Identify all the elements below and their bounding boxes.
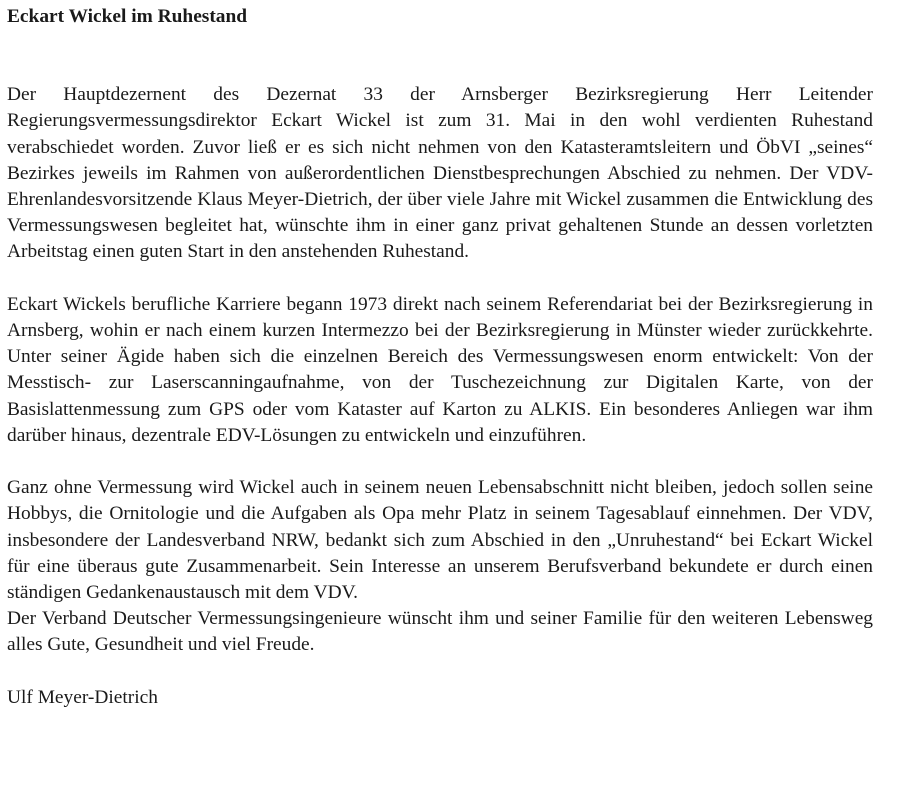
author-signature: Ulf Meyer-Dietrich <box>7 686 158 708</box>
paragraph-hobbies: Ganz ohne Vermessung wird Wickel auch in seinem neuen Lebensabschnitt nicht bleiben, jedoch sollen seine Hobbys, die Ornitologie und die Aufgaben als Opa mehr Platz in seinem Tagesablauf einnehmen. Der VDV, insbesondere der Landesverband NRW, bedankt sich zum Abschied in den „Unruhestand“ bei Eckart Wickel für eine überaus gute Zusammenarbeit. Sein Interesse an unserem Berufsverband bekundete er durch einen ständigen Gedankenaustausch mit dem VDV. <box>7 477 873 604</box>
paragraph-farewell: Der Hauptdezernent des Dezernat 33 der Arnsberger Bezirksregierung Herr Leitender Regierungsvermessungsdirektor Eckart Wickel ist zum 31. Mai in den wohl verdienten Ruhestand verabschiedet worden. Zuvor ließ er es sich nicht nehmen von den Katasteramtsleitern und ÖbVI „seines“ Bezirkes jeweils im Rahmen von außerordentlichen Dienstbesprechungen Abschied zu nehmen. Der VDV-Ehrenlandesvorsitzende Klaus Meyer-Dietrich, der über viele Jahre mit Wickel zusammen die Entwicklung des Vermessungswesen begleitet hat, wünschte ihm in einer ganz privat gehaltenen Stunde an dessen vorletzten Arbeitstag einen guten Start in den anstehenden Ruhestand. <box>7 84 873 263</box>
paragraph-wishes: Der Verband Deutscher Vermessungsingenieure wünscht ihm und seiner Familie für den weiteren Lebensweg alles Gute, Gesundheit und viel Freude. <box>7 608 873 656</box>
article-title: Eckart Wickel im Ruhestand <box>7 6 248 27</box>
document-page <box>7 4 873 711</box>
paragraph-career: Eckart Wickels berufliche Karriere begann 1973 direkt nach seinem Referendariat bei der Bezirksregierung in Arnsberg, wohin er nach einem kurzen Intermezzo bei der Bezirksregierung in Münster wieder zurückkehrte. Unter seiner Ägide haben sich die einzelnen Bereich des Vermessungswesen enorm entwickelt: Von der Messtisch- zur Laserscanningaufnahme, von der Tuschezeichnung zur Digitalen Karte, von der Basislattenmessung zum GPS oder vom Kataster auf Karton zu ALKIS. Ein besonderes Anliegen war ihm darüber hinaus, dezentrale EDV-Lösungen zu entwickeln und einzuführen. <box>7 293 873 446</box>
